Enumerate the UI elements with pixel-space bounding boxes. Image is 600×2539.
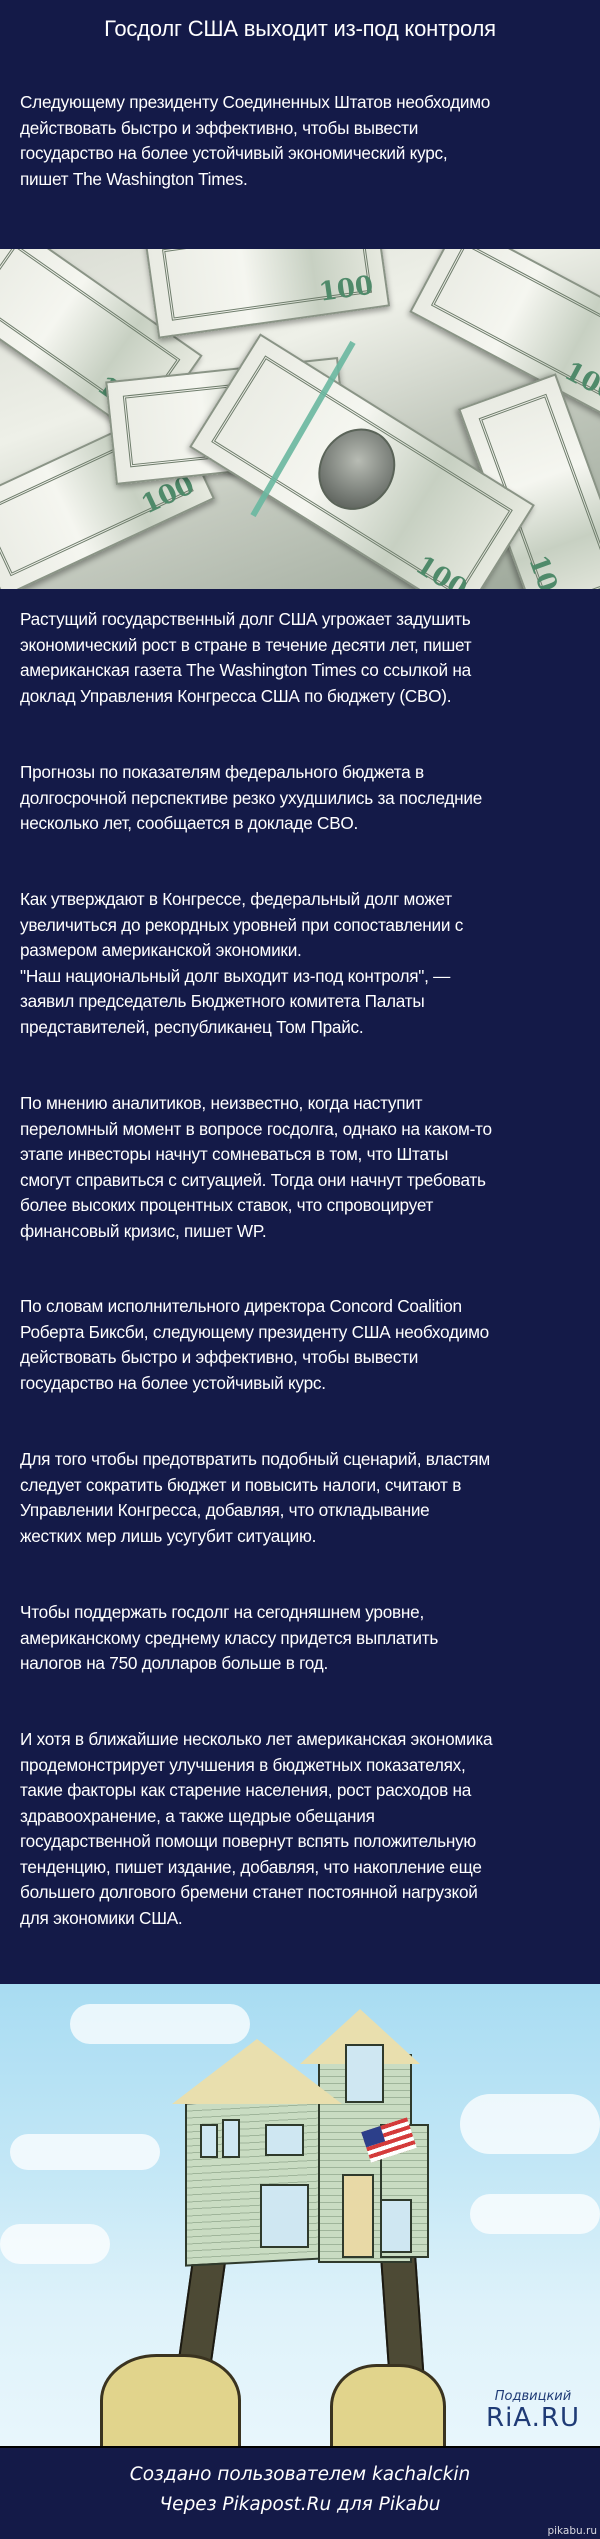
text-line: Для того чтобы предотвратить подобный сценарий, властям: [20, 1449, 490, 1469]
pikabu-watermark: pikabu.ru: [547, 2525, 597, 2537]
text-line: экономический рост в стране в течение десяти лет, пишет: [20, 634, 472, 655]
right-cliff-icon: [330, 2364, 446, 2448]
text-line: американская газета The Washington Times со ссылкой на: [20, 660, 471, 680]
window-icon: [345, 2044, 384, 2103]
text-line: для экономики США.: [20, 1907, 183, 1928]
text-line: налогов на 750 долларов больше в год.: [20, 1653, 328, 1673]
text-line: продемонстрирует улучшения в бюджетных показателях,: [20, 1754, 466, 1775]
text-line: государство на более устойчивый курс.: [20, 1372, 326, 1393]
text-line: действовать быстро и эффективно, чтобы вывести: [20, 1347, 419, 1367]
cloud-icon: [0, 2224, 110, 2264]
paragraph: [20, 1727, 590, 1931]
portrait-icon: [303, 414, 410, 524]
paragraph: [20, 1091, 590, 1244]
text-line: доклад Управления Конгресса США по бюджету (CBO).: [20, 685, 452, 706]
artist-signature: [486, 2389, 580, 2432]
paragraph: [20, 1447, 590, 1549]
text-line: Роберта Биксби, следующему президенту США необходимо: [20, 1321, 489, 1342]
text-line: Управлении Конгресса, добавляя, что откладывание: [20, 1500, 430, 1520]
window-icon: [260, 2184, 309, 2248]
paragraph: [20, 1600, 590, 1677]
banknote-icon: [144, 249, 390, 339]
intro-paragraph: [20, 90, 590, 192]
text-line: финансовый кризис, пишет WP.: [20, 1220, 267, 1241]
text-line: этапе инвесторы начнут сомневаться в том, что Штаты: [20, 1144, 449, 1164]
text-line: смогут справиться с ситуацией. Тогда они начнут требовать: [20, 1169, 486, 1190]
paragraph: [20, 607, 590, 709]
text-line: американскому среднему классу придется выплатить: [20, 1627, 439, 1648]
artist-name: Подвицкий: [494, 2389, 572, 2404]
text-line: представителей, республиканец Том Прайс.: [20, 1016, 364, 1037]
text-line: тенденцию, пишет издание, добавляя, что накопление еще: [20, 1856, 482, 1877]
text-line: Чтобы поддержать госдолг на сегодняшнем уровне,: [20, 1602, 424, 1622]
paragraph: [20, 887, 590, 1040]
text-line: здравоохранение, а также щедрые обещания: [20, 1805, 375, 1826]
cloud-icon: [460, 2094, 600, 2154]
text-line: Растущий государственный долг США угрожает задушить: [20, 609, 471, 629]
text-line: большего долгового бремени станет постоянной нагрузкой: [20, 1882, 478, 1902]
cloud-icon: [10, 2134, 160, 2170]
window-icon: [200, 2124, 218, 2158]
money-image: [0, 249, 600, 589]
text-line: Следующему президенту Соединенных Штатов необходимо: [20, 92, 491, 112]
text-line: И хотя в ближайшие несколько лет американская экономика: [20, 1729, 493, 1749]
footer: [0, 2448, 600, 2539]
cloud-icon: [470, 2194, 600, 2234]
text-line: увеличиться до рекордных уровней при сопоставлении с: [20, 914, 464, 935]
quote-line: "Наш национальный долг выходит из-под контроля", —: [20, 965, 451, 986]
text-line: жестких мер лишь усугубит ситуацию.: [20, 1525, 317, 1546]
paragraph: [20, 760, 590, 837]
text-line: По словам исполнительного директора Concord Coalition: [20, 1296, 462, 1316]
text-line: Как утверждают в Конгрессе, федеральный долг может: [20, 889, 452, 909]
text-line: пишет The Washington Times.: [20, 168, 248, 189]
text-line: государственной помощи повернут вспять положительную: [20, 1831, 477, 1851]
article-title: Госдолг США выходит из-под контроля: [104, 16, 496, 41]
text-line: переломный момент в вопросе госдолга, однако на каком-то: [20, 1118, 492, 1139]
text-line: долгосрочной перспективе резко ухудшились за последние: [20, 787, 483, 808]
cloud-icon: [70, 2004, 250, 2044]
footer-via: Через Pikapost.Ru для Pikabu: [159, 2494, 441, 2515]
window-icon: [265, 2124, 304, 2156]
text-line: более высоких процентных ставок, что спровоцирует: [20, 1195, 434, 1215]
cartoon-image: [0, 1984, 600, 2448]
text-line: По мнению аналитиков, неизвестно, когда наступит: [20, 1093, 423, 1113]
text-line: следует сократить бюджет и повысить налоги, считают в: [20, 1474, 462, 1495]
text-line: несколько лет, сообщается в докладе CBO.: [20, 813, 359, 833]
text-line: размером американской экономики.: [20, 940, 302, 960]
text-line: заявил председатель Бюджетного комитета Палаты: [20, 991, 425, 1011]
window-icon: [222, 2119, 240, 2158]
text-line: действовать быстро и эффективно, чтобы вывести: [20, 117, 419, 138]
text-line: такие факторы как старение населения, рост расходов на: [20, 1780, 472, 1800]
door-icon: [342, 2174, 374, 2258]
text-line: Прогнозы по показателям федерального бюджета в: [20, 762, 424, 782]
footer-created-by: Создано пользователем kachalckin: [129, 2464, 471, 2485]
paragraph: [20, 1294, 590, 1396]
left-cliff-icon: [100, 2354, 241, 2448]
ria-logo: RiA.RU: [486, 2403, 580, 2433]
window-icon: [380, 2199, 412, 2253]
text-line: государство на более устойчивый экономический курс,: [20, 143, 448, 163]
